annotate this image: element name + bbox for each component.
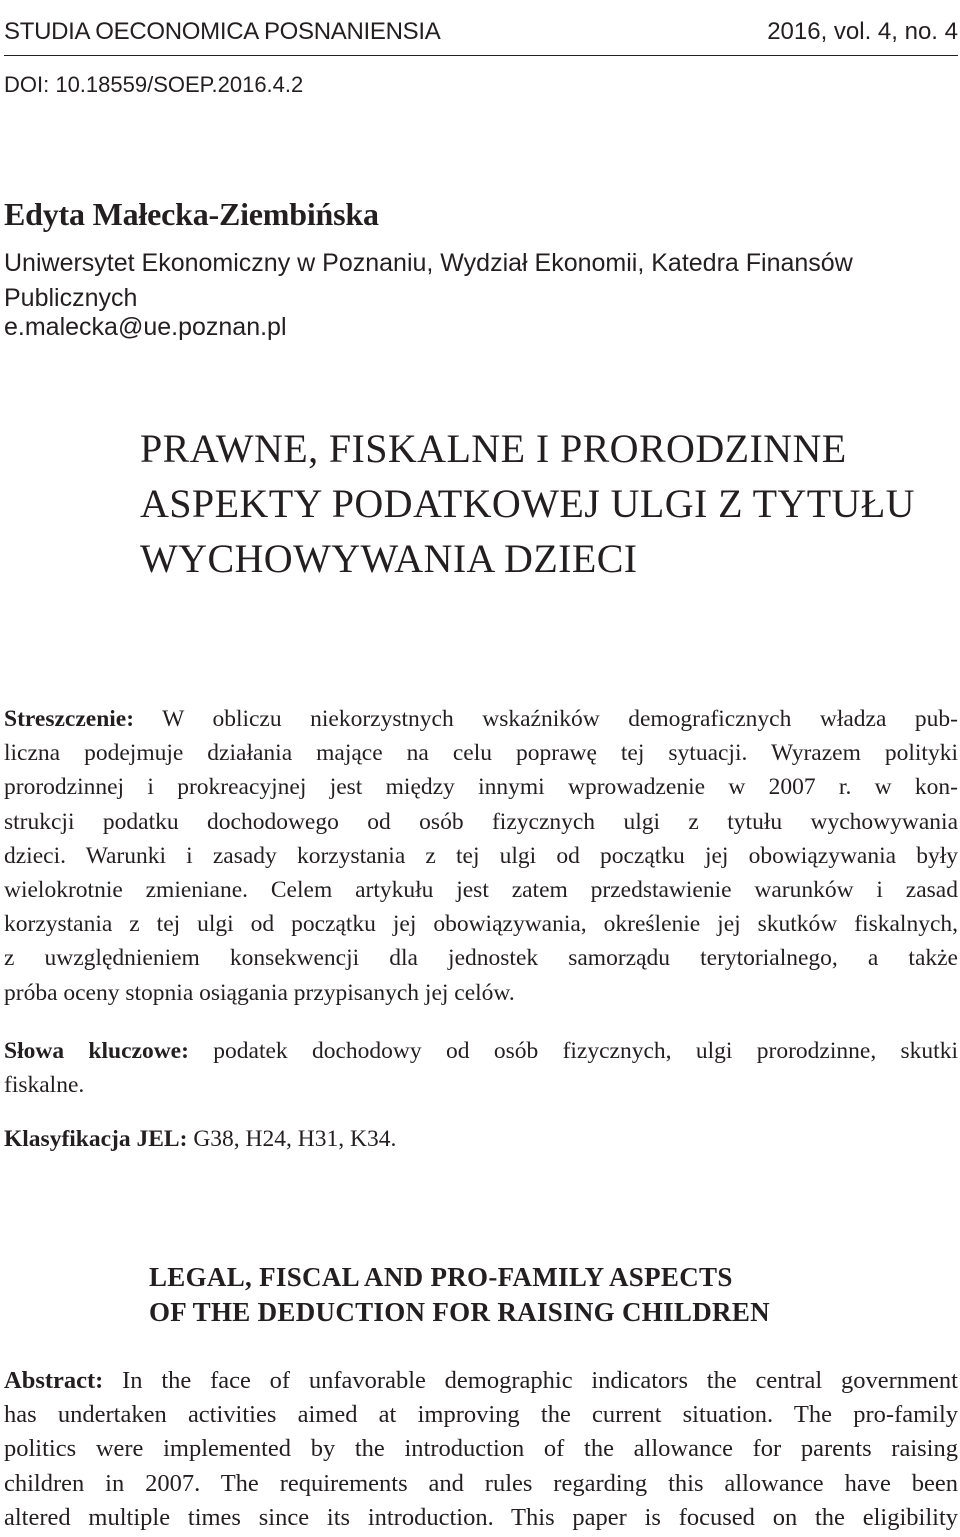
author-email[interactable]: e.malecka@ue.poznan.pl [4,313,287,341]
abstract-pl-line: strukcji podatku dochodowego od osób fizycznych ulgi z tytułu wychowywania [4,808,958,835]
abstract-pl-line: z uwzględnieniem konsekwencji dla jednostek samorządu terytorialnego, a także [4,945,958,972]
abstract-pl-line: dzieci. Warunki i zasady korzystania z tej ulgi od początku jej obowiązywania były [4,842,958,869]
keywords-line: Słowa kluczowe: podatek dochodowy od osób fizycznych, ulgi prorodzinne, skutki [4,1038,958,1064]
abstract-pl-label: Streszczenie: [4,706,135,732]
abstract-en-line: Abstract: In the face of unfavorable demographic indicators the central government [4,1367,958,1394]
issue-info: 2016, vol. 4, no. 4 [767,18,958,45]
abstract-polish [4,702,958,1010]
keywords-label: Słowa kluczowe: [4,1038,189,1064]
running-header [4,10,958,56]
jel-codes: G38, H24, H31, K34. [187,1126,397,1152]
journal-name: STUDIA OECONOMICA POSNANIENSIA [4,18,441,45]
title-pl-line-2: ASPEKTY PODATKOWEJ ULGI Z TYTUŁU [140,481,915,526]
abstract-pl-line: Streszczenie: W obliczu niekorzystnych wskaźników demograficznych władza pub- [4,706,958,732]
doi: DOI: 10.18559/SOEP.2016.4.2 [4,72,304,97]
jel-classification [4,1122,958,1156]
title-en-line-2: OF THE DEDUCTION FOR RAISING CHILDREN [149,1297,770,1327]
author-name: Edyta Małecka-Ziembińska [4,196,379,232]
abstract-en-line: politics were implemented by the introduction of the allowance for parents raising [4,1435,958,1463]
abstract-pl-line: próba oceny stopnia osiągania przypisanych jej celów. [4,979,515,1006]
abstract-en-line: altered multiple times since its introduction. This paper is focused on the eligibility [4,1503,958,1531]
abstract-en-line: has undertaken activities aimed at improving the current situation. The pro-family [4,1401,958,1429]
keywords-line: fiskalne. [4,1072,85,1099]
title-pl-line-3: WYCHOWYWANIA DZIECI [140,536,638,581]
abstract-pl-line: prorodzinnej i prokreacyjnej jest między innymi wprowadzenie w 2007 r. w kon- [4,774,958,801]
abstract-pl-line: liczna podejmuje działania mające na celu poprawę tej sytuacji. Wyrazem polityki [4,740,958,767]
author-affiliation: Uniwersytet Ekonomiczny w Poznaniu, Wydział Ekonomii, Katedra Finansów Publicznych [4,249,853,312]
abstract-en-line: children in 2007. The requirements and rules regarding this allowance have been [4,1469,958,1497]
jel-label: Klasyfikacja JEL: [4,1126,188,1152]
abstract-pl-line: wielokrotnie zmieniane. Celem artykułu jest zatem przedstawienie warunków i zasad [4,877,958,904]
abstract-pl-line: korzystania z tej ulgi od początku jej obowiązywania, określenie jej skutków fiskalnych, [4,911,958,938]
title-en-line-1: LEGAL, FISCAL AND PRO-FAMILY ASPECTS [149,1262,733,1292]
abstract-en-label: Abstract: [4,1367,104,1394]
keywords-polish [4,1034,958,1102]
article-title-polish [140,421,940,586]
article-title-english [149,1260,949,1330]
abstract-english [4,1364,958,1535]
title-pl-line-1: PRAWNE, FISKALNE I PRORODZINNE [140,426,847,471]
